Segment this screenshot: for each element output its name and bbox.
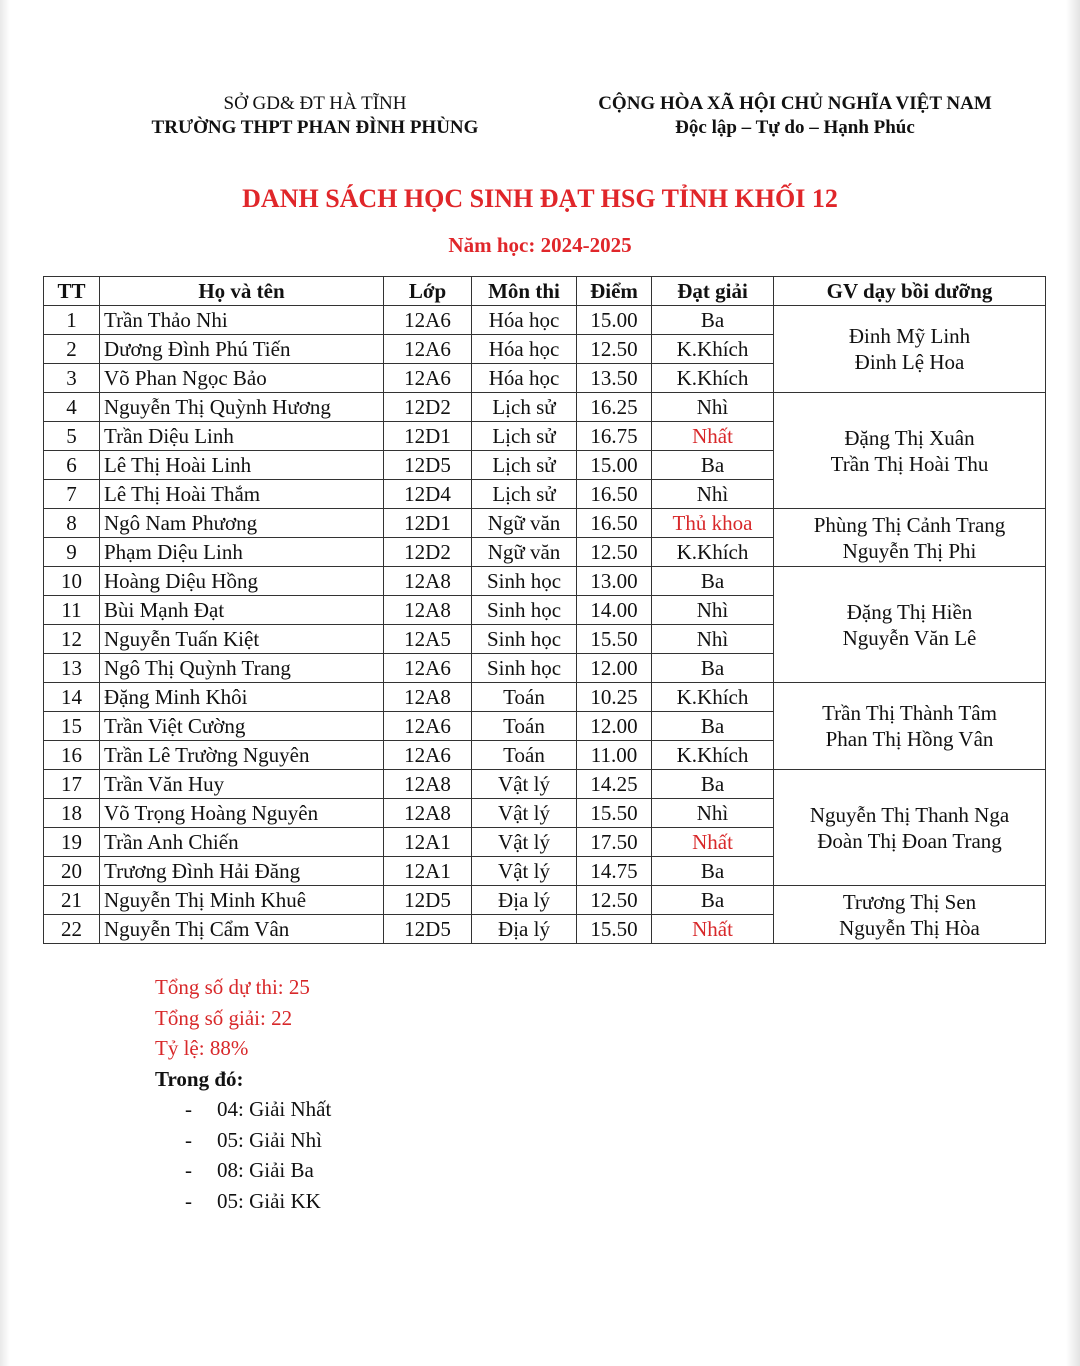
award: Ba — [652, 712, 774, 741]
subject: Hóa học — [472, 364, 577, 393]
award: Nhì — [652, 393, 774, 422]
teacher-cell — [774, 770, 1046, 886]
class-name: 12A6 — [384, 712, 472, 741]
award: Nhì — [652, 596, 774, 625]
subject: Vật lý — [472, 857, 577, 886]
prize-count: 04: Giải Nhất — [217, 1097, 332, 1121]
class-name: 12D2 — [384, 538, 472, 567]
subject: Hóa học — [472, 335, 577, 364]
class-name: 12D4 — [384, 480, 472, 509]
score: 12.50 — [577, 335, 652, 364]
student-name: Bùi Mạnh Đạt — [100, 596, 384, 625]
column-header-tt: TT — [44, 277, 100, 306]
score: 17.50 — [577, 828, 652, 857]
award: Nhì — [652, 480, 774, 509]
school-name: TRƯỜNG THPT PHAN ĐÌNH PHÙNG — [151, 117, 479, 138]
row-number: 2 — [44, 335, 100, 364]
subject: Hóa học — [472, 306, 577, 335]
subject: Toán — [472, 683, 577, 712]
teacher-name: Nguyễn Thị Hòa — [839, 915, 980, 940]
row-number: 5 — [44, 422, 100, 451]
award-rate: Tỷ lệ: 88% — [155, 1036, 249, 1060]
score: 11.00 — [577, 741, 652, 770]
subject: Ngữ văn — [472, 509, 577, 538]
prize-breakdown-list — [185, 1094, 331, 1216]
row-number: 9 — [44, 538, 100, 567]
student-name: Nguyễn Tuấn Kiệt — [100, 625, 384, 654]
teacher-name: Nguyễn Thị Thanh Nga — [809, 802, 1010, 827]
student-name: Dương Đình Phú Tiến — [100, 335, 384, 364]
class-name: 12D2 — [384, 393, 472, 422]
teacher-name: Đoàn Thị Đoan Trang — [817, 828, 1002, 853]
teacher-cell — [774, 886, 1046, 944]
class-name: 12D1 — [384, 509, 472, 538]
award: Nhì — [652, 799, 774, 828]
row-number: 8 — [44, 509, 100, 538]
subject: Sinh học — [472, 567, 577, 596]
award: Ba — [652, 654, 774, 683]
score: 16.75 — [577, 422, 652, 451]
row-number: 19 — [44, 828, 100, 857]
list-item — [185, 1186, 331, 1217]
table-row — [44, 886, 1046, 915]
teacher-name: Đinh Mỹ Linh — [848, 324, 971, 348]
teacher-name: Đinh Lệ Hoa — [854, 350, 965, 374]
score: 16.50 — [577, 509, 652, 538]
prize-count: 05: Giải KK — [217, 1188, 321, 1213]
class-name: 12A8 — [384, 799, 472, 828]
teacher-name: Phùng Thị Cảnh Trang — [813, 512, 1006, 537]
class-name: 12A6 — [384, 306, 472, 335]
score: 12.00 — [577, 712, 652, 741]
table-row — [44, 509, 1046, 538]
class-name: 12A1 — [384, 857, 472, 886]
score: 15.50 — [577, 915, 652, 944]
student-name: Trương Đình Hải Đăng — [100, 857, 384, 886]
student-name: Trần Văn Huy — [100, 770, 384, 799]
column-header-score: Điểm — [577, 277, 652, 306]
row-number: 22 — [44, 915, 100, 944]
prize-count: 05: Giải Nhì — [217, 1127, 322, 1152]
subject: Vật lý — [472, 799, 577, 828]
teacher-name: Trương Thị Sen — [842, 889, 977, 914]
award: Nhất — [652, 915, 774, 944]
class-name: 12D1 — [384, 422, 472, 451]
row-number: 12 — [44, 625, 100, 654]
award: Ba — [652, 451, 774, 480]
subject: Sinh học — [472, 654, 577, 683]
score: 12.00 — [577, 654, 652, 683]
class-name: 12A8 — [384, 770, 472, 799]
award: K.Khích — [652, 683, 774, 712]
award: Ba — [652, 306, 774, 335]
class-name: 12A8 — [384, 683, 472, 712]
dash-bullet: - — [185, 1097, 192, 1121]
subject: Lịch sử — [472, 451, 577, 480]
class-name: 12A6 — [384, 654, 472, 683]
teacher-cell — [774, 683, 1046, 770]
score: 14.75 — [577, 857, 652, 886]
student-name: Trần Anh Chiến — [100, 828, 384, 857]
school-year: Năm học: 2024-2025 — [448, 233, 632, 257]
dash-bullet: - — [185, 1188, 192, 1213]
score: 13.50 — [577, 364, 652, 393]
table-body — [44, 306, 1046, 944]
subject: Địa lý — [472, 886, 577, 915]
score: 15.50 — [577, 625, 652, 654]
award: Nhì — [652, 625, 774, 654]
row-number: 18 — [44, 799, 100, 828]
student-name: Phạm Diệu Linh — [100, 538, 384, 567]
column-header-award: Đạt giải — [652, 277, 774, 306]
class-name: 12A1 — [384, 828, 472, 857]
row-number: 7 — [44, 480, 100, 509]
subject: Toán — [472, 712, 577, 741]
row-number: 21 — [44, 886, 100, 915]
student-name: Võ Phan Ngọc Bảo — [100, 364, 384, 393]
award: K.Khích — [652, 741, 774, 770]
subject: Sinh học — [472, 625, 577, 654]
score: 14.25 — [577, 770, 652, 799]
score: 16.25 — [577, 393, 652, 422]
student-name: Lê Thị Hoài Linh — [100, 451, 384, 480]
table-header-row — [44, 277, 1046, 306]
student-name: Nguyễn Thị Cẩm Vân — [100, 915, 384, 944]
subject: Sinh học — [472, 596, 577, 625]
score: 15.50 — [577, 799, 652, 828]
column-header-teacher: GV dạy bồi dưỡng — [774, 277, 1046, 306]
student-name: Ngô Thị Quỳnh Trang — [100, 654, 384, 683]
row-number: 11 — [44, 596, 100, 625]
results-table — [43, 276, 1046, 944]
score: 12.50 — [577, 886, 652, 915]
award: K.Khích — [652, 364, 774, 393]
teacher-name: Đặng Thị Hiền — [846, 599, 973, 624]
student-name: Nguyễn Thị Quỳnh Hương — [100, 393, 384, 422]
table-row — [44, 683, 1046, 712]
column-header-subject: Môn thi — [472, 277, 577, 306]
subject: Vật lý — [472, 828, 577, 857]
score: 10.25 — [577, 683, 652, 712]
breakdown-label: Trong đó: — [155, 1066, 244, 1091]
award: Ba — [652, 567, 774, 596]
student-name: Trần Diệu Linh — [100, 422, 384, 451]
national-header — [560, 92, 1030, 140]
row-number: 1 — [44, 306, 100, 335]
student-name: Trần Việt Cường — [100, 712, 384, 741]
student-name: Lê Thị Hoài Thắm — [100, 480, 384, 509]
award: K.Khích — [652, 538, 774, 567]
teacher-cell — [774, 393, 1046, 509]
student-name: Trần Lê Trường Nguyên — [100, 741, 384, 770]
class-name: 12D5 — [384, 915, 472, 944]
award: Ba — [652, 886, 774, 915]
score: 12.50 — [577, 538, 652, 567]
score: 14.00 — [577, 596, 652, 625]
award: Ba — [652, 857, 774, 886]
class-name: 12A6 — [384, 364, 472, 393]
prize-count: 08: Giải Ba — [217, 1158, 314, 1182]
row-number: 6 — [44, 451, 100, 480]
teacher-cell — [774, 306, 1046, 393]
row-number: 20 — [44, 857, 100, 886]
teacher-cell — [774, 567, 1046, 683]
column-header-class: Lớp — [384, 277, 472, 306]
award: Nhất — [652, 828, 774, 857]
student-name: Đặng Minh Khôi — [100, 683, 384, 712]
subject: Vật lý — [472, 770, 577, 799]
table-row — [44, 770, 1046, 799]
subject: Ngữ văn — [472, 538, 577, 567]
row-number: 15 — [44, 712, 100, 741]
class-name: 12D5 — [384, 451, 472, 480]
row-number: 13 — [44, 654, 100, 683]
column-header-name: Họ và tên — [100, 277, 384, 306]
national-motto: Độc lập – Tự do – Hạnh Phúc — [675, 117, 915, 138]
subject: Lịch sử — [472, 480, 577, 509]
school-header — [120, 92, 510, 140]
country-name: CỘNG HÒA XÃ HỘI CHỦ NGHĨA VIỆT NAM — [598, 93, 992, 114]
score: 15.00 — [577, 306, 652, 335]
row-number: 4 — [44, 393, 100, 422]
row-number: 16 — [44, 741, 100, 770]
teacher-name: Đặng Thị Xuân — [844, 425, 975, 450]
list-item — [185, 1094, 331, 1125]
list-item — [185, 1155, 331, 1186]
teacher-name: Trần Thị Thành Tâm — [822, 701, 997, 725]
award: Ba — [652, 770, 774, 799]
score: 13.00 — [577, 567, 652, 596]
subject: Lịch sử — [472, 393, 577, 422]
student-name: Trần Thảo Nhi — [100, 306, 384, 335]
teacher-name: Trần Thị Hoài Thu — [830, 451, 989, 476]
total-participants: Tổng số dự thi: 25 — [155, 975, 310, 999]
dash-bullet: - — [185, 1127, 192, 1152]
award: Thủ khoa — [652, 509, 774, 538]
list-item — [185, 1125, 331, 1156]
score: 15.00 — [577, 451, 652, 480]
row-number: 3 — [44, 364, 100, 393]
class-name: 12A5 — [384, 625, 472, 654]
table-row — [44, 393, 1046, 422]
row-number: 10 — [44, 567, 100, 596]
award: Nhất — [652, 422, 774, 451]
teacher-name: Nguyễn Văn Lê — [842, 625, 977, 650]
teacher-name: Nguyễn Thị Phi — [842, 538, 977, 563]
row-number: 14 — [44, 683, 100, 712]
student-name: Võ Trọng Hoàng Nguyên — [100, 799, 384, 828]
class-name: 12A6 — [384, 741, 472, 770]
class-name: 12D5 — [384, 886, 472, 915]
student-name: Hoàng Diệu Hồng — [100, 567, 384, 596]
summary-section — [155, 972, 331, 1216]
table-row — [44, 306, 1046, 335]
table-row — [44, 567, 1046, 596]
class-name: 12A8 — [384, 567, 472, 596]
subject: Lịch sử — [472, 422, 577, 451]
row-number: 17 — [44, 770, 100, 799]
score: 16.50 — [577, 480, 652, 509]
total-awards: Tổng số giải: 22 — [155, 1005, 293, 1030]
subject: Toán — [472, 741, 577, 770]
award: K.Khích — [652, 335, 774, 364]
class-name: 12A6 — [384, 335, 472, 364]
class-name: 12A8 — [384, 596, 472, 625]
dash-bullet: - — [185, 1158, 192, 1182]
teacher-cell — [774, 509, 1046, 567]
document-title: DANH SÁCH HỌC SINH ĐẠT HSG TỈNH KHỐI 12 — [242, 184, 838, 213]
student-name: Nguyễn Thị Minh Khuê — [100, 886, 384, 915]
teacher-name: Phan Thị Hồng Vân — [825, 727, 994, 751]
subject: Địa lý — [472, 915, 577, 944]
department-name: SỞ GD& ĐT HÀ TĨNH — [223, 93, 407, 114]
student-name: Ngô Nam Phương — [100, 509, 384, 538]
